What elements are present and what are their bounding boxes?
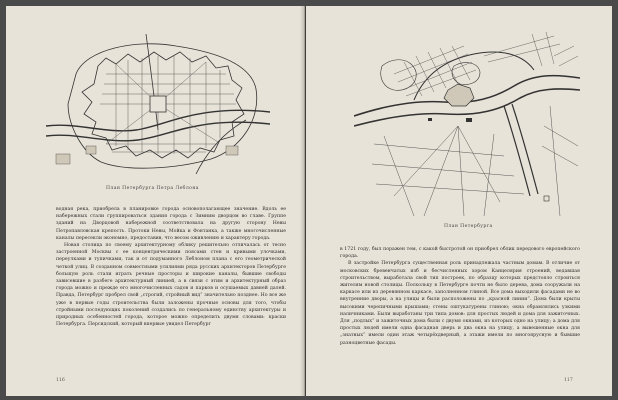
leblond-plan-drawing	[46, 34, 270, 180]
leblond-plan-figure	[46, 34, 270, 180]
left-paragraph-2: Новая столица по своему архитектурному облику решительно отличалась от тесно застроенной Москвы с ее концентрическими поясами стен и кривыми улочками, переулками и тупичками, так и от подуманного Леблоном плана с его геометрической четкой улиц. В созданном совместными усилиями ряда русских архитекторов Петербурге большую роль стали играть речные просторы и широкие каналы, бывшие свободы зависевшие в разбеге архитектурный линией, а в связи с этим и архитектурный образ города можно и прежде его многочисленных садов и парков и осушаемых давней далей. Правда, Петербург пробрел свой „строгий, стройный вид“ значительно позднее. Но все же уже в первые годы строительства были заложены прочные основы для того, чтобы стройными последующих поколений создались по генеральному единству архитектуры и природных особенностей города, которое можно определить двумя словами: краски Петербурга. Персидский, который впервые увидел Петербург	[56, 243, 286, 328]
left-page	[6, 6, 305, 396]
central-square	[150, 96, 166, 112]
right-page	[306, 6, 612, 396]
left-figure-caption: План Петербурга Петра Леблона	[106, 186, 199, 191]
right-page-number: 117	[564, 378, 573, 383]
left-page-number: 116	[56, 378, 65, 383]
right-paragraph-2: В застройке Петербурга существенная роль принадлежала частным домам. В отличие от московских бревенчатых изб и бесчисленных хором Канцелярия строений, ведавшая строительством, выработала свой тип построек, по образцу которых предстояло строиться жителям новой столицы. Поскольку в Петербурге почти не было дерева, дома сооружали на каркасе или из деревянном каркасе, заполненном глиной. Все дома выходили фасадами не во внутренние дворы, а на улицы и были расположены по „красной линии“. Дома были крыты высокими черепичными крышами; стены оштукатурены глиною; окна обрамлялись узкими наличниками. Были выработаны три типа домов: для простых людей и дома для зажиточных. Для „подлых“ и зажиточных дома были с двумя окнами, из которых одно на улицу; а дома для простых людей имели одна фасадная дверь и два окна на улицу, а вывешенные окна для „знатных“ имели один этаж четырёхдверный, а этажи имели по многоярусную и бывшие разноцветные фасады.	[340, 261, 580, 346]
petersburg-plan-drawing	[354, 26, 580, 218]
right-body-text	[340, 246, 580, 347]
left-paragraph-1: водная река, приобрела в планировке города основополагающее значение. Вдоль ее набережных стали группироваться здания города с Зимним дворцом во главе. Группе зданий на Дворцовой набережной соответствовала на другую сторону Невы Петропавловская крепость. Протоки Невы, Мойка и Фонтанка, а также многочисленные каналы пересекли экономно, предоставив, что весом оживлению и характеру города.	[56, 207, 286, 241]
right-paragraph-1: в 1721 году, был поражен тем, с какой быстротой он приобрел облик передового европейского города.	[340, 247, 580, 260]
left-body-text	[56, 206, 286, 328]
petersburg-plan-figure	[354, 26, 580, 218]
right-figure-caption: План Петербурга	[444, 224, 493, 229]
fortress-mark	[444, 84, 474, 106]
